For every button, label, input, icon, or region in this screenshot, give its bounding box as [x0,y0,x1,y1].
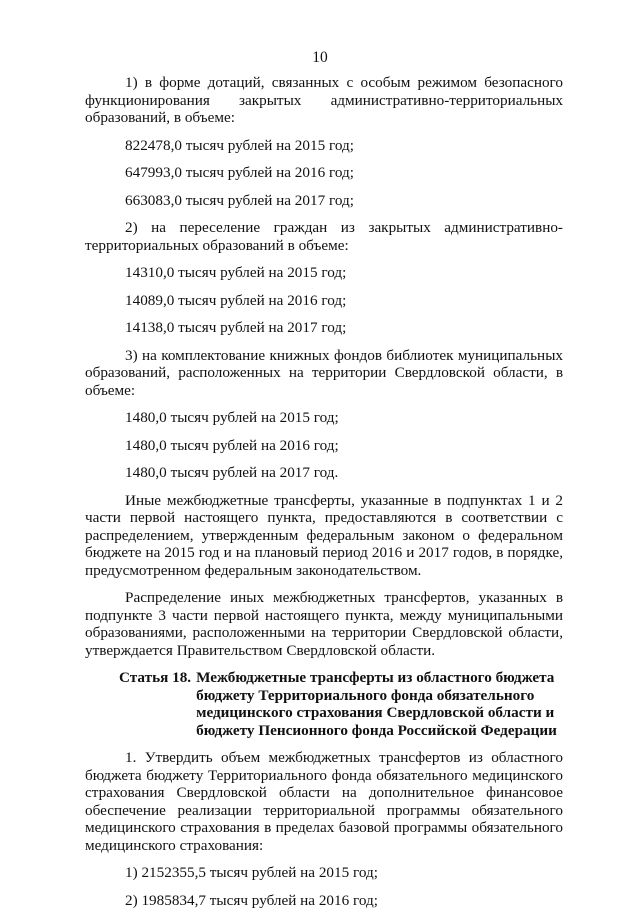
amount-line: 663083,0 тысяч рублей на 2017 год; [125,191,354,209]
paragraph: 3) на комплектование книжных фондов библиотек муниципальных образований, расположенных на территории Свердловской области, в объеме: [85,346,563,399]
paragraph-group-top [85,74,563,659]
amount-line: 1480,0 тысяч рублей на 2016 год; [125,436,339,454]
article-title: Межбюджетные трансферты из областного бюджета бюджету Территориального фонда обязательного медицинского страхования Свердловской области и бюджету Пенсионного фонда Российской Федерации [196,669,557,739]
amount-line: 647993,0 тысяч рублей на 2016 год; [125,164,354,181]
document-body [85,74,563,919]
paragraph: Иные межбюджетные трансферты, указанные в подпунктах 1 и 2 части первой настоящего пункта, предоставляются в соответствии с распределением, утвержденным федеральным законом о федеральном бюджете на 2015 год и на плановый период 2016 и 2017 годов, в порядке, предусмотренном федеральным законодательством. [85,491,563,579]
amount-line: 14138,0 тысяч рублей на 2017 год; [125,319,347,336]
amount-line: 1480,0 тысяч рублей на 2017 год. [125,464,339,481]
page-number: 10 [312,49,328,66]
amount-line: 14310,0 тысяч рублей на 2015 год; [125,264,347,281]
amount-line: 822478,0 тысяч рублей на 2015 год; [125,136,354,154]
paragraph: 1. Утвердить объем межбюджетных трансфертов из областного бюджета бюджету Территориального фонда обязательного медицинского страхования Свердловской области на дополнительное финансовое обеспечение реализации территориальной программы обязательного медицинского страхования в пределах базовой программы обязательного медицинского страхования: [85,749,563,854]
paragraph-group-bottom [85,749,563,909]
article-heading [85,669,563,739]
amount-line: 1480,0 тысяч рублей на 2015 год; [125,409,339,426]
paragraph: 1) в форме дотаций, связанных с особым режимом безопасного функционирования закрытых административно-территориальных образований, в объеме: [85,74,563,126]
amount-line: 14089,0 тысяч рублей на 2016 год; [125,291,347,309]
article-label: Статья 18. [119,669,192,686]
paragraph: Распределение иных межбюджетных трансфертов, указанных в подпункте 3 части первой настоящего пункта, между муниципальными образованиями, расположенными на территории Свердловской области, утверждается Правительством Свердловской области. [85,589,563,659]
amount-line: 1) 2152355,5 тысяч рублей на 2015 год; [125,864,378,881]
paragraph: 2) на переселение граждан из закрытых административно-территориальных образований в объеме: [85,219,563,254]
amount-line: 2) 1985834,7 тысяч рублей на 2016 год; [125,891,378,909]
